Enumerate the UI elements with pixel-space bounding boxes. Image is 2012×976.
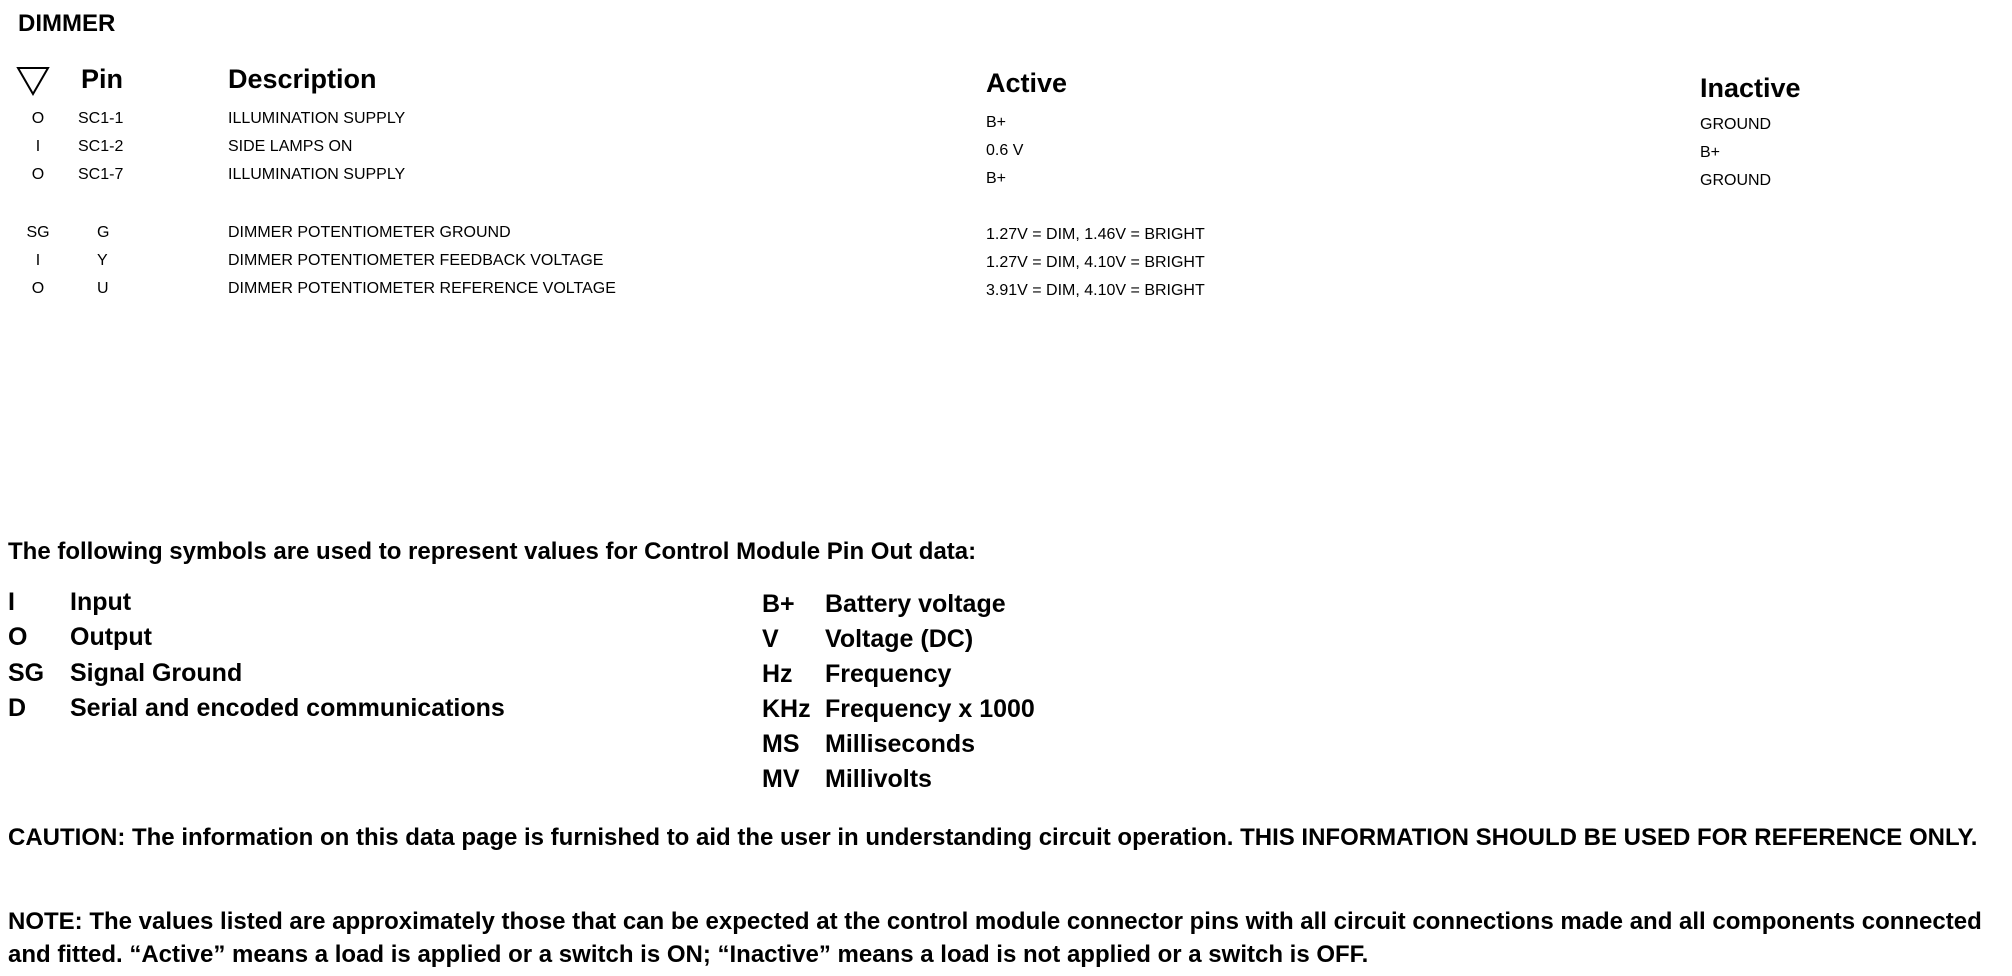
legend-symbol: MS [762,730,800,758]
row-active: 1.27V = DIM, 1.46V = BRIGHT [986,226,1205,243]
header-pin: Pin [81,64,124,94]
row-active: 1.27V = DIM, 4.10V = BRIGHT [986,254,1205,271]
row-description: ILLUMINATION SUPPLY [228,166,406,183]
row-type: I [35,252,41,269]
row-description: ILLUMINATION SUPPLY [228,110,406,127]
legend-meaning: Voltage (DC) [825,625,974,653]
row-pin: SC1-7 [78,166,124,183]
row-active: B+ [986,114,1007,131]
row-active: B+ [986,170,1007,187]
symbols-intro: The following symbols are used to represent values for Control Module Pin Out data: [8,538,977,565]
row-inactive: GROUND [1700,116,1772,133]
header-active: Active [986,68,1068,98]
legend-meaning: Signal Ground [70,659,243,687]
row-description: SIDE LAMPS ON [228,138,353,155]
triangle-down-icon [16,66,50,96]
row-type: O [31,166,45,183]
legend-meaning: Battery voltage [825,590,1006,618]
row-pin: G [97,224,110,241]
row-active: 0.6 V [986,142,1024,159]
row-pin: SC1-1 [78,110,124,127]
row-type: O [31,110,45,127]
legend-symbol: V [762,625,779,653]
legend-meaning: Milliseconds [825,730,976,758]
legend-symbol: O [8,623,28,651]
row-pin: U [97,280,109,297]
legend-symbol: B+ [762,590,795,618]
caution-text: CAUTION: The information on this data page is furnished to aid the user in understanding circuit operation. THIS INFORMATION SHOULD BE USED FOR REFERENCE ONLY. [8,824,1978,851]
row-inactive: B+ [1700,144,1721,161]
legend-meaning: Output [70,623,152,651]
row-pin: SC1-2 [78,138,124,155]
legend-symbol: Hz [762,660,793,688]
row-type: SG [26,224,50,241]
legend-meaning: Frequency x 1000 [825,695,1035,723]
row-type: I [35,138,41,155]
header-inactive: Inactive [1700,73,1801,103]
legend-symbol: I [8,588,15,616]
legend-symbol: D [8,694,27,722]
row-description: DIMMER POTENTIOMETER FEEDBACK VOLTAGE [228,252,604,269]
legend-meaning: Millivolts [825,765,932,793]
row-description: DIMMER POTENTIOMETER REFERENCE VOLTAGE [228,280,616,297]
row-inactive: GROUND [1700,172,1772,189]
note-text: NOTE: The values listed are approximately those that can be expected at the control module connector pins with all circuit connections made and all components connected and fitted. “Active” means a load is applied or a switch is ON; “Inactive” means a load is not applied or a switch is OFF. [8,908,1982,968]
legend-meaning: Serial and encoded communications [70,694,505,722]
legend-meaning: Input [70,588,132,616]
legend-symbol: SG [8,659,45,687]
legend-meaning: Frequency [825,660,952,688]
row-type: O [31,280,45,297]
row-active: 3.91V = DIM, 4.10V = BRIGHT [986,282,1205,299]
row-description: DIMMER POTENTIOMETER GROUND [228,224,511,241]
row-pin: Y [97,252,108,269]
legend-symbol: MV [762,765,800,793]
legend-symbol: KHz [762,695,811,723]
page-title: DIMMER [18,10,116,37]
header-description: Description [228,64,377,94]
